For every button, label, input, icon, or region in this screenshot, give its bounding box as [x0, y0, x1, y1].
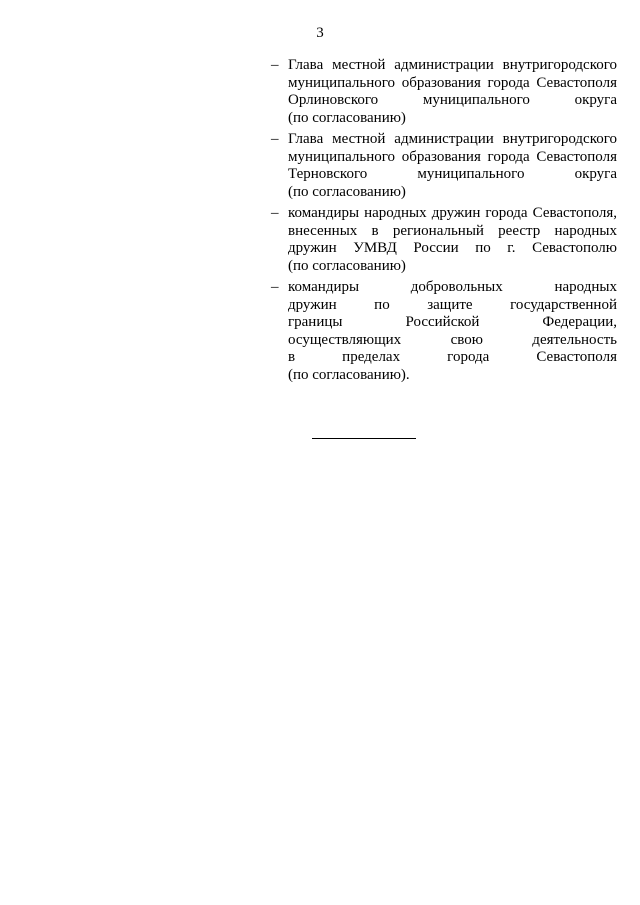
list-item-text: [288, 131, 617, 201]
list-item: [271, 131, 617, 201]
text-line: (по согласованию): [288, 109, 406, 126]
text-line: Орлиновского муниципального округа: [288, 92, 617, 108]
dash-bullet: –: [271, 131, 279, 147]
text-line: в пределах города Севастополя: [288, 349, 617, 365]
dash-bullet: –: [271, 279, 279, 295]
text-line: Терновского муниципального округа: [288, 166, 617, 182]
text-line: дружин по защите государственной: [288, 296, 617, 313]
text-line: Глава местной администрации внутригородского: [288, 57, 617, 73]
list-item: [271, 57, 617, 127]
text-line: (по согласованию): [288, 183, 406, 200]
text-line: (по согласованию).: [288, 366, 410, 383]
page-number: 3: [316, 25, 324, 41]
member-list: [271, 57, 617, 388]
text-line: (по согласованию): [288, 257, 406, 274]
list-item: [271, 279, 617, 384]
text-line: Глава местной администрации внутригородского: [288, 131, 617, 147]
text-line: муниципального образования города Севастополя: [288, 148, 617, 165]
list-item-text: [288, 279, 617, 384]
end-separator-line: [312, 438, 416, 439]
list-item-text: [288, 57, 617, 127]
text-line: муниципального образования города Севастополя: [288, 74, 617, 91]
text-line: командиры добровольных народных: [288, 279, 617, 295]
list-item-text: [288, 205, 617, 275]
dash-bullet: –: [271, 205, 279, 221]
text-line: внесенных в региональный реестр народных: [288, 222, 617, 239]
text-line: командиры народных дружин города Севастополя,: [288, 205, 617, 221]
text-line: осуществляющих свою деятельность: [288, 331, 617, 348]
dash-bullet: –: [271, 57, 279, 73]
text-line: дружин УМВД России по г. Севастополю: [288, 240, 617, 256]
list-item: [271, 205, 617, 275]
text-line: границы Российской Федерации,: [288, 314, 617, 330]
